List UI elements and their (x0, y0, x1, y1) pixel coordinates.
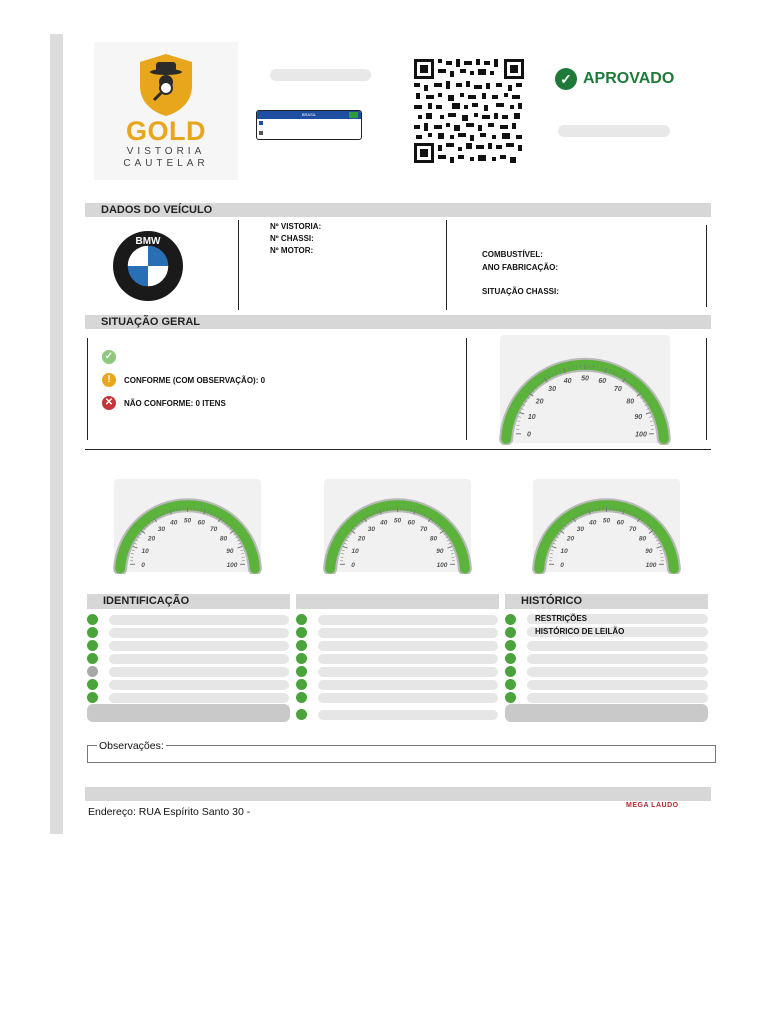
field-chassi: Nº CHASSI: (270, 234, 314, 243)
gauge-tick-label: 70 (629, 525, 637, 533)
gauge-1 (110, 477, 265, 574)
status-dot (505, 627, 516, 638)
divider (706, 338, 707, 440)
field-ano-fabricacao: ANO FABRICAÇÃO: (482, 263, 558, 272)
status-dot (87, 653, 98, 664)
status-dot (87, 627, 98, 638)
gauge-tick-label: 100 (226, 561, 238, 569)
gauge-tick-label: 10 (141, 548, 149, 556)
plate-country: BRASIL (301, 112, 317, 117)
gauge-tick-label: 40 (589, 519, 597, 527)
list-item (87, 627, 290, 640)
section-header-vehicle: DADOS DO VEÍCULO (85, 203, 711, 217)
divider (706, 225, 707, 307)
list-item (296, 709, 499, 722)
gauge-tick-label: 60 (598, 378, 607, 386)
gauge-main (496, 333, 674, 445)
gauge-2 (320, 477, 475, 574)
detective-shield-icon (136, 52, 196, 118)
status-dot (87, 692, 98, 703)
status-dot (505, 679, 516, 690)
list-item (296, 692, 499, 705)
list-item (296, 614, 499, 627)
bmw-logo-icon (110, 230, 186, 302)
check-circle-icon: ✓ (555, 68, 577, 90)
gauge-tick-label: 30 (157, 525, 165, 533)
list-item (87, 653, 290, 666)
gauge-tick-label: 80 (626, 398, 635, 406)
status-dot (87, 666, 98, 677)
plate-state-icon (259, 131, 263, 135)
divider (87, 338, 88, 440)
identificacao-list (87, 614, 290, 705)
status-dot (296, 653, 307, 664)
field-motor: Nº MOTOR: (270, 246, 314, 255)
historico-list (505, 614, 708, 705)
qr-code-icon (412, 57, 526, 165)
status-dot (296, 709, 307, 720)
column-header-identificacao: IDENTIFICAÇÃO (87, 594, 290, 609)
speedometer-icon (496, 333, 674, 445)
field-vistoria: Nº VISTORIA: (270, 222, 322, 231)
list-item (87, 666, 290, 679)
gauge-tick-label: 60 (407, 519, 415, 527)
brand-subtitle-2: CAUTELAR (123, 158, 209, 169)
gauge-tick-label: 80 (219, 535, 228, 543)
status-dot (505, 666, 516, 677)
status-dot (505, 653, 516, 664)
status-dot (296, 679, 307, 690)
gauge-tick-label: 10 (560, 548, 568, 556)
approval-detail-placeholder (558, 125, 670, 137)
gauge-tick-label: 100 (436, 561, 448, 569)
gauge-tick-label: 30 (367, 525, 375, 533)
status-dot (296, 640, 307, 651)
gauge-tick-label: 70 (210, 525, 218, 533)
status-dot (505, 614, 516, 625)
gauge-tick-label: 50 (602, 517, 611, 525)
field-situacao-chassi: SITUAÇÃO CHASSI: (482, 287, 559, 296)
gauge-tick-label: 90 (226, 548, 234, 556)
status-dot (505, 692, 516, 703)
gauge-tick-label: 0 (351, 561, 355, 569)
gauge-tick-label: 20 (535, 398, 544, 406)
speedometer-icon (320, 477, 475, 574)
approval-status (555, 68, 674, 90)
list-item (87, 640, 290, 653)
bmw-logo-text: BMW (135, 236, 161, 247)
status-dot (87, 679, 98, 690)
historico-label: RESTRIÇÕES (527, 614, 708, 624)
status-dot (505, 640, 516, 651)
gauge-tick-label: 100 (645, 561, 657, 569)
divider (446, 220, 447, 310)
status-dot (296, 627, 307, 638)
status-dot (296, 614, 307, 625)
observacoes-label: Observações: (99, 740, 164, 752)
gauge-tick-label: 40 (563, 378, 572, 386)
gauge-tick-label: 90 (634, 413, 643, 421)
list-item (296, 627, 499, 640)
warning-icon: ! (102, 373, 116, 387)
error-icon: ✕ (102, 396, 116, 410)
list-item (87, 614, 290, 627)
divider (238, 220, 239, 310)
gauge-3 (529, 477, 684, 574)
observacoes-box (87, 745, 716, 763)
gauge-tick-label: 90 (436, 548, 444, 556)
gauge-tick-label: 60 (197, 519, 205, 527)
footer-address: Endereço: RUA Espírito Santo 30 - (88, 806, 251, 818)
plate-flag-icon (349, 112, 358, 118)
approval-status-label: APROVADO (583, 70, 675, 87)
gauge-tick-label: 90 (645, 548, 653, 556)
license-plate (256, 110, 362, 140)
speedometer-icon (110, 477, 265, 574)
gauge-tick-label: 60 (616, 519, 624, 527)
gauge-tick-label: 80 (429, 535, 438, 543)
gauge-tick-label: 20 (357, 535, 366, 543)
status-row-nao-conforme (102, 396, 226, 410)
speedometer-icon (529, 477, 684, 574)
divider (466, 338, 467, 440)
status-row-conforme (102, 350, 124, 364)
gauge-tick-label: 70 (420, 525, 428, 533)
gauge-tick-label: 20 (147, 535, 156, 543)
list-item-restricoes (505, 614, 708, 627)
list-item (296, 653, 499, 666)
brand-subtitle-1: VISTORIA (126, 146, 206, 157)
gauge-tick-label: 50 (581, 375, 589, 383)
list-item (505, 679, 708, 692)
gauge-tick-label: 20 (566, 535, 575, 543)
gauge-tick-label: 80 (638, 535, 647, 543)
status-row-observacao (102, 373, 265, 387)
gauge-tick-label: 70 (614, 385, 622, 393)
list-item (296, 640, 499, 653)
gauge-tick-label: 0 (560, 561, 564, 569)
middle-list (296, 614, 499, 722)
gauge-tick-label: 40 (380, 519, 388, 527)
gauge-tick-label: 50 (183, 517, 192, 525)
list-item (505, 640, 708, 653)
gauge-tick-label: 30 (576, 525, 584, 533)
status-dot (87, 614, 98, 625)
identificacao-summary-bar (87, 704, 290, 722)
historico-summary-bar (505, 704, 708, 722)
gauge-tick-label: 0 (527, 431, 531, 439)
status-dot (296, 692, 307, 703)
brand-wordmark: GOLD (126, 116, 206, 146)
section-header-situacao: SITUAÇÃO GERAL (85, 315, 711, 329)
gauge-tick-label: 100 (635, 431, 647, 439)
gauge-tick-label: 10 (351, 548, 359, 556)
list-item (505, 653, 708, 666)
header-placeholder-field (270, 69, 371, 81)
status-text: NÃO CONFORME: 0 ITENS (124, 398, 226, 408)
gauge-tick-label: 50 (393, 517, 402, 525)
status-dot (87, 640, 98, 651)
column-header-historico: HISTÓRICO (505, 594, 708, 609)
plate-emblem-icon (259, 121, 263, 125)
mega-laudo-logo: MEGA LAUDO (626, 802, 679, 809)
check-icon: ✓ (102, 350, 116, 364)
gauge-tick-label: 30 (548, 385, 556, 393)
status-text: CONFORME (COM OBSERVAÇÃO): 0 (124, 375, 266, 385)
section-divider (85, 449, 711, 450)
field-combustivel: COMBUSTÍVEL: (482, 250, 543, 259)
status-dot (296, 666, 307, 677)
list-item-leilao (505, 627, 708, 640)
footer-bar (85, 787, 711, 801)
list-item (296, 666, 499, 679)
list-item (505, 666, 708, 679)
list-item (296, 679, 499, 692)
gauge-tick-label: 40 (170, 519, 178, 527)
gauge-tick-label: 0 (141, 561, 145, 569)
gauge-tick-label: 10 (527, 413, 536, 421)
page-margin-bar (50, 34, 63, 834)
column-header-middle (296, 594, 499, 609)
historico-label: HISTÓRICO DE LEILÃO (527, 627, 708, 637)
list-item (87, 679, 290, 692)
